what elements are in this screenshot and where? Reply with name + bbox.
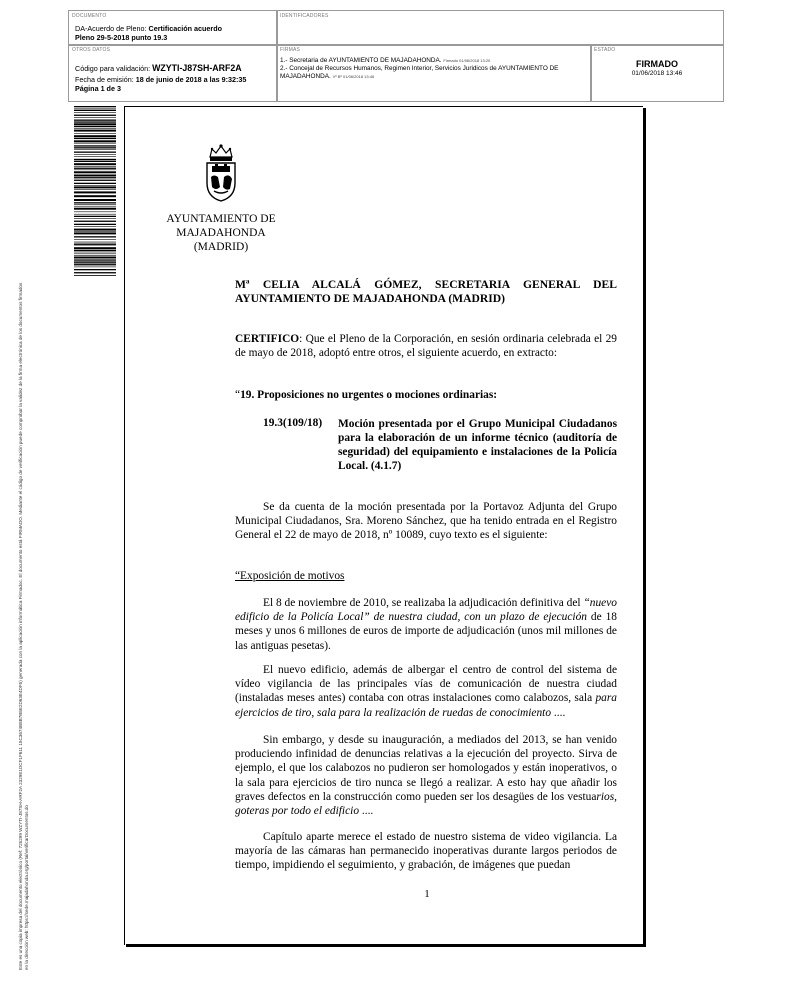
coat-of-arms-icon [202,143,240,203]
documento-type: Certificación acuerdo [148,24,223,33]
item-number: 19.3(109/18) [263,417,323,429]
item-text: Moción presentada por el Grupo Municipal Ciudadanos para la elaboración de un informe técnico (auditoría de seguridad) del equipamiento e instalaciones de la Policía Local. (4.1.7) [338,418,617,472]
barcode-bar [74,147,116,148]
validation-code-line [75,64,242,73]
paragraph-2-italic: para ejercicios de tiro, sala para la realización de ruedas de conocimiento [235,692,617,719]
paragraph-3-b: .... [359,805,374,818]
identificadores-label: IDENTIFICADORES [280,13,329,19]
barcode-bar [74,260,116,261]
barcode-bar [74,191,116,193]
barcode-bar [74,189,116,190]
validation-code: WZYTI-J87SH-ARF2A [152,63,242,73]
ayto-line-3: (MADRID) [193,241,249,253]
emission-label: Fecha de emisión: [75,75,136,84]
documento-label: DOCUMENTO [72,13,107,19]
firma-1 [280,57,588,65]
barcode-bar [74,204,116,205]
barcode-bar [74,259,116,260]
barcode-bar [74,275,116,276]
barcode-bar [74,161,116,162]
barcode-bar [74,183,116,184]
barcode-bar [74,128,116,129]
document-heading: Mª CELIA ALCALÁ GÓMEZ, SECRETARIA GENERAL DEL AYUNTAMIENTO DE MAJADAHONDA (MADRID) [235,278,617,305]
barcode-bar [74,149,116,150]
paragraph-4: Capítulo aparte merece el estado de nuestro sistema de video vigilancia. La mayoría de las cámaras han permanecido inoperativas durante largos periodos de tiempo, impidiendo el seguimiento, y grabación, de imágenes que puedan [235,831,617,872]
barcode-bar [74,252,116,253]
paragraph-cuenta: Se da cuenta de la moción presentada por la Portavoz Adjunta del Grupo Municipal Ciudadanos, Sra. Moreno Sánchez, que ha tenido entrada en el Registro General el 22 de mayo de 2018, nº 10089, cuyo texto es el siguiente: [235,501,617,542]
barcode-bar [74,221,116,222]
barcode-bar [74,239,116,240]
barcode-bar [74,154,116,155]
barcode-bar [74,244,116,245]
barcode-bar [74,117,116,118]
barcode-bar [74,232,116,234]
paragraph-1-a: El 8 de noviembre de 2010, se realizaba la adjudicación definitiva del [263,597,584,609]
page-number: 1 [424,888,430,900]
barcode-bar [74,106,116,107]
barcode-bar [74,112,116,113]
validation-label: Código para validación: [75,64,153,73]
barcode-bar [74,143,116,144]
documento-value [75,24,222,42]
barcode-bar [74,264,116,265]
ayto-line-2: MAJADAHONDA [176,227,266,239]
barcode-bar [74,185,116,186]
documento-line2: Pleno 29-5-2018 punto 19.3 [75,33,168,42]
barcode-bar [74,156,116,157]
barcode-bar [74,195,116,197]
barcode-bar [74,110,116,111]
barcode-bar [74,168,116,169]
estado-value: FIRMADO [636,59,678,69]
barcode-bar [74,138,116,139]
paragraph-3-a: Sin embargo, y desde su inauguración, a mediados del 2013, se han venido produciendo infinidad de denuncias relativas a la ejecución del proyecto. Sirva de ejemplo, el que los calabozos no pudieron ser homologados y están inoperativos, o la sala para ejercicios de tiro nunca se llegó a realizar. A esto hay que añadir los graves defectos en la construcción como pueden ser los desagües de los vestua [235,734,617,803]
section-heading [235,388,617,402]
paragraph-2-a: El nuevo edificio, además de albergar el centro de control del sistema de vídeo vigilancia de las principales vías de comunicación de nuestra ciudad (instaladas meses antes) contaba con otras instalaciones como calabozos, sala [235,664,617,705]
barcode-bar [74,267,116,268]
barcode-bar [74,226,116,227]
barcode-bar [74,133,116,134]
barcode-bar [74,152,116,153]
otros-datos-box [68,44,278,102]
barcode-icon [74,106,116,276]
firma-1-text: 1.- Secretaria de AYUNTAMIENTO DE MAJADAHONDA. [280,57,442,64]
barcode-bar [74,171,116,173]
ayto-line-1: AYUNTAMIENTO DE [166,213,276,225]
estado-label: ESTADO [594,47,616,53]
firmas-box [276,44,592,102]
barcode-bar [74,121,116,122]
paragraph-3-italic: rios, goteras por todo el edificio [235,790,617,818]
paragraph-1 [235,596,617,653]
barcode-bar [74,257,116,259]
barcode-bar [74,224,116,225]
certifico-paragraph [235,332,617,360]
barcode-bar [74,140,116,142]
barcode-bar [74,254,116,255]
page-shadow-bottom [126,944,646,947]
barcode-bar [74,130,116,132]
verification-side-note: Este es una copia impresa del documento electrónico (Ref: 725299 WZYTI-J87SH-ARF2A 2329E1DCF1F611 15C3674B8B7B8E2D63E4DF5) generada con la aplicación informática Firmadoc. El documento está FIRMADO. Mediante el código de verificación puede comprobar la validez de la firma electrónica de los documentos firmados en la dirección web: https://sede.majadahonda.org/portal/verificarDocumentos.do [18,282,29,970]
page-shadow-right [643,108,646,946]
certifico-text: : Que el Pleno de la Corporación, en sesión ordinaria celebrada el 29 de mayo de 2018, adoptó entre otros, el siguiente acuerdo, en extracto: [235,333,617,360]
barcode-bar [74,255,116,256]
barcode-bar [74,175,116,177]
barcode-bar [74,262,116,263]
barcode-bar [74,177,116,178]
otros-datos-label: OTROS DATOS [72,47,111,53]
barcode-bar [74,229,116,231]
barcode-bar [74,180,116,181]
section-title: 19. Proposiciones no urgentes o mociones ordinarias: [240,389,498,401]
estado-box [590,44,724,102]
barcode-bar [74,236,116,237]
barcode-bar [74,242,116,243]
barcode-bar [74,208,116,210]
paragraph-2-b: .... [551,706,566,719]
barcode-bar [74,269,116,270]
documento-box [68,10,278,46]
estado-date: 01/06/2018 13:46 [631,70,683,77]
firma-1-date: Firmado 01/06/2018 13:20 [443,58,491,63]
exposicion-heading: “Exposición de motivos [235,570,345,582]
barcode-bar [74,231,116,232]
barcode-bar [74,206,116,207]
barcode-bar [74,166,116,167]
paragraph-3 [235,733,617,818]
firma-2-text: 2.- Concejal de Recursos Humanos, Regimen Interior, Servicios Juridicos de AYUNTAMIENTO DE MAJADAHONDA. [280,65,559,80]
firmas-label: FIRMAS [280,47,301,53]
barcode-bar [74,120,116,121]
barcode-bar [74,272,116,273]
barcode-bar [74,216,116,217]
barcode-bar [74,145,116,146]
barcode-bar [74,214,116,215]
barcode-bar [74,135,116,137]
page-count: Página 1 de 3 [75,84,121,93]
section-quote: “ [235,389,241,401]
barcode-bar [74,159,116,160]
emission-line [75,75,246,84]
barcode-bar [74,199,116,201]
paragraph-1-b: de 18 meses y unos 6 millones de euros de importe de adjudicación (unos mil millones de las antiguas pesetas). [235,611,617,652]
barcode-bar [74,126,116,127]
documento-prefix: DA-Acuerdo de Pleno: [75,24,149,33]
emission-date: 18 de junio de 2018 a las 9:32:35 [135,75,247,84]
barcode-bar [74,243,116,244]
barcode-bar [74,163,116,165]
barcode-bar [74,186,116,188]
barcode-bar [74,170,116,171]
barcode-bar [74,247,116,249]
barcode-bar [74,109,116,110]
firma-2-date: Vº Bº 01/06/2018 13:46 [332,74,375,79]
paragraph-2 [235,663,617,720]
barcode-bar [74,123,116,125]
barcode-bar [74,212,116,213]
paragraph-1-italic: “nuevo edificio de la Policía Local” de nuestra ciudad, con un plazo de ejecución [235,597,617,624]
firma-2 [280,65,588,81]
barcode-bar [74,202,116,203]
barcode-bar [74,250,116,251]
barcode-bar [74,218,116,219]
barcode-bar [74,115,116,116]
certifico-label: CERTIFICO [235,333,300,345]
identificadores-box [276,10,724,46]
